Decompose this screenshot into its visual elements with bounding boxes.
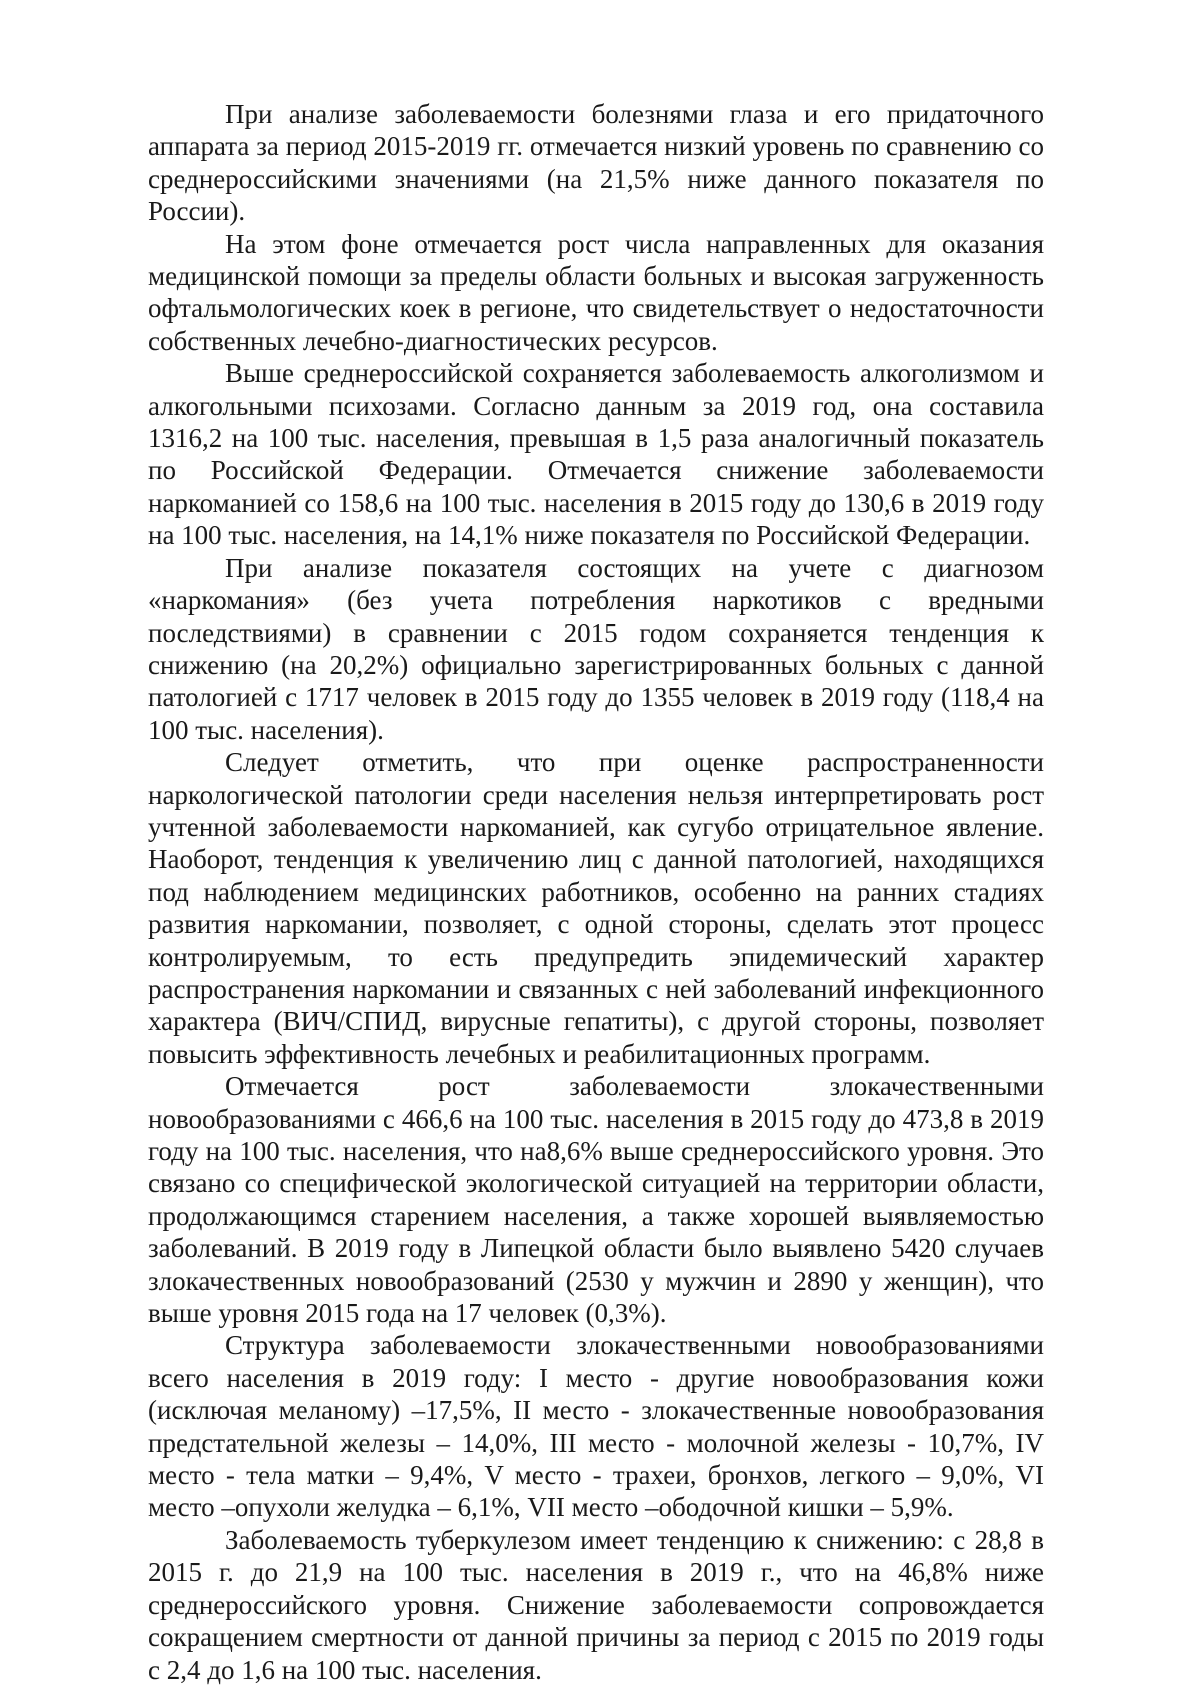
paragraph-oncology-incidence: Отмечается рост заболеваемости злокачественными новообразованиями с 466,6 на 100 тыс. населения в 2015 году до 473,8 в 2019 году на 100 тыс. населения, что на8,6% выше среднероссийского уровня. Это связано со специфической экологической ситуацией на территории области, продолжающимся старением населения, а также хорошей выявляемостью заболеваний. В 2019 году в Липецкой области было выявлено 5420 случаев злокачественных новообразований (2530 у мужчин и 2890 у женщин), что выше уровня 2015 года на 17 человек (0,3%).: [148, 1071, 1044, 1329]
paragraph-drug-registry: При анализе показателя состоящих на учете с диагнозом «наркомания» (без учета потребления наркотиков с вредными последствиями) в сравнении с 2015 годом сохраняется тенденция к снижению (на 20,2%) официально зарегистрированных больных с данной патологией с 1717 человек в 2015 году до 1355 человек в 2019 году (118,4 на 100 тыс. населения).: [148, 552, 1044, 745]
paragraph-ophthalmology-resources: На этом фоне отмечается рост числа направленных для оказания медицинской помощи за пределы области больных и высокая загруженность офтальмологических коек в регионе, что свидетельствует о недостаточности собственных лечебно-диагностических ресурсов.: [148, 228, 1044, 356]
paragraph-alcoholism: Выше среднероссийской сохраняется заболеваемость алкоголизмом и алкогольными психозами. Согласно данным за 2019 год, она составила 1316,2 на 100 тыс. населения, превышая в 1,5 раза аналогичный показатель по Российской Федерации. Отмечается снижение заболеваемости наркоманией со 158,6 на 100 тыс. населения в 2015 году до 130,6 в 2019 году на 100 тыс. населения, на 14,1% ниже показателя по Российской Федерации.: [148, 358, 1044, 551]
paragraph-oncology-structure: Структура заболеваемости злокачественными новообразованиями всего населения в 2019 году: I место - другие новообразования кожи (исключая меланому) –17,5%, II место - злокачественные новообразования предстательной железы – 14,0%, III место - молочной железы - 10,7%, IV место - тела матки – 9,4%, V место - трахеи, бронхов, легкого – 9,0%, VI место –опухоли желудка – 6,1%, VII место –ободочной кишки – 5,9%.: [148, 1330, 1044, 1523]
paragraph-eye-disease: При анализе заболеваемости болезнями глаза и его придаточного аппарата за период 2015-2019 гг. отмечается низкий уровень по сравнению со среднероссийскими значениями (на 21,5% ниже данного показателя по России).: [148, 99, 1044, 227]
document-body: [148, 98, 1044, 1686]
paragraph-tuberculosis: Заболеваемость туберкулезом имеет тенденцию к снижению: с 28,8 в 2015 г. до 21,9 на 100 тыс. населения в 2019 г., что на 46,8% ниже среднероссийского уровня. Снижение заболеваемости сопровождается сокращением смертности от данной причины за период с 2015 по 2019 годы с 2,4 до 1,6 на 100 тыс. населения.: [148, 1524, 1044, 1685]
paragraph-narcology-assessment: Следует отметить, что при оценке распространенности наркологической патологии среди населения нельзя интерпретировать рост учтенной заболеваемости наркоманией, как сугубо отрицательное явление. Наоборот, тенденция к увеличению лиц с данной патологией, находящихся под наблюдением медицинских работников, особенно на ранних стадиях развития наркомании, позволяет, с одной стороны, сделать этот процесс контролируемым, то есть предупредить эпидемический характер распространения наркомании и связанных с ней заболеваний инфекционного характера (ВИЧ/СПИД, вирусные гепатиты), с другой стороны, позволяет повысить эффективность лечебных и реабилитационных программ.: [148, 747, 1044, 1069]
